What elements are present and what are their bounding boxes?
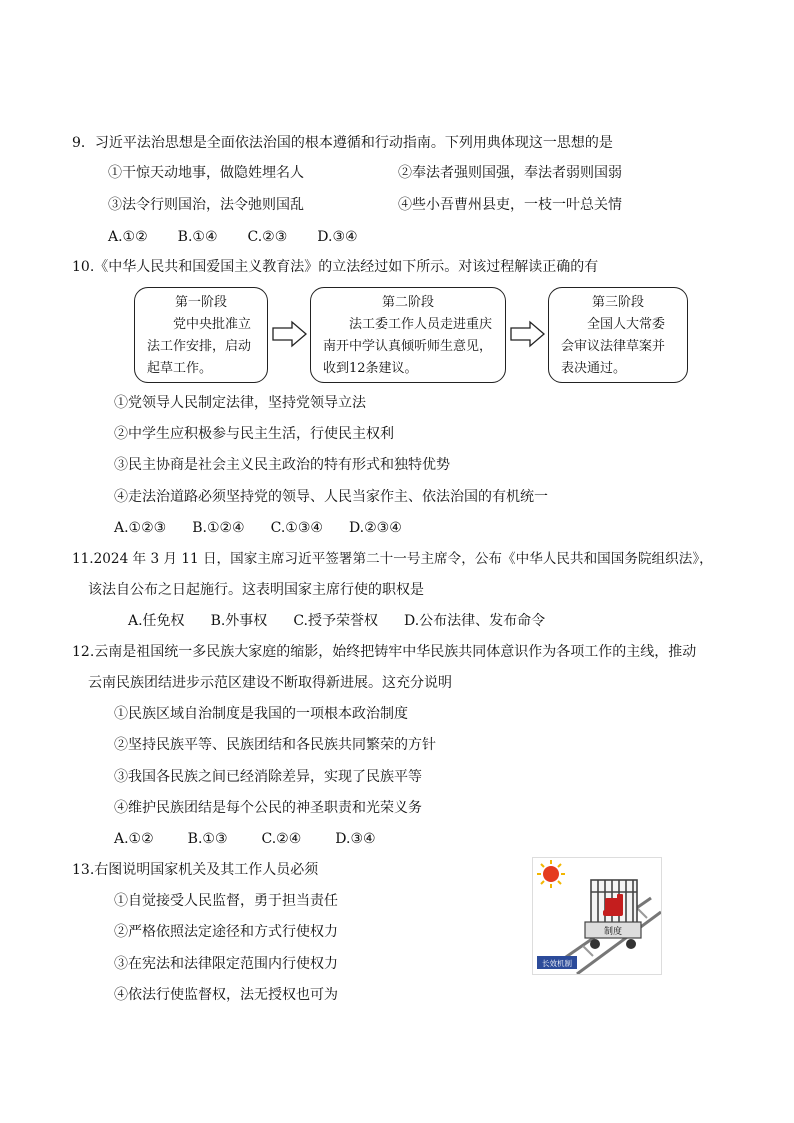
flow-stage-2	[310, 287, 506, 383]
q13-item-1: ①自觉接受人民监督，勇于担当责任	[114, 893, 338, 909]
q11-option-b[interactable]: B.外事权	[210, 613, 268, 629]
q12-item-4: ④维护民族团结是每个公民的神圣职责和光荣义务	[114, 800, 422, 816]
flow-arrow-2	[510, 320, 546, 348]
q10-option-c[interactable]: C.①③④	[270, 520, 323, 536]
flow-stage-3-body: 全国人大常委会审议法律草案并表决通过。	[561, 317, 666, 376]
flow-arrow-1	[272, 320, 308, 348]
q11-option-a[interactable]: A.任免权	[128, 613, 185, 629]
q10-item-2: ②中学生应积极参与民主生活，行使民主权利	[114, 426, 394, 442]
q9-item-2: ②奉法者强则国强，奉法者弱则国弱	[398, 165, 622, 181]
flow-stage-2-title: 第二阶段	[381, 295, 434, 310]
q12-stem-line-2: 云南民族团结进步示范区建设不断取得新进展。这充分说明	[88, 675, 452, 691]
q12-option-a[interactable]: A.①②	[114, 831, 154, 847]
q9-option-a[interactable]: A.①②	[108, 229, 148, 245]
q10-option-b[interactable]: B.①②④	[192, 520, 245, 536]
q10-item-4: ④走法治道路必须坚持党的领导、人民当家作主、依法治国的有机统一	[114, 489, 548, 505]
q10-option-d[interactable]: D.②③④	[348, 520, 402, 536]
q9-option-d[interactable]: D.③④	[317, 229, 358, 245]
q9-option-b[interactable]: B.①④	[177, 229, 218, 245]
q12-option-c[interactable]: C.②④	[261, 831, 302, 847]
q11-stem-line-2: 该法自公布之日起施行。这表明国家主席行使的职权是	[88, 582, 424, 598]
q10-option-a[interactable]: A.①②③	[114, 520, 167, 536]
cage-label: 制度	[603, 927, 623, 937]
flow-stage-1-title: 第一阶段	[174, 295, 227, 310]
q13-illustration	[532, 857, 662, 975]
sun-icon	[537, 860, 565, 888]
track-label: 长效机制	[542, 959, 572, 968]
q10-item-1: ①党领导人民制定法律，坚持党领导立法	[114, 395, 366, 411]
q9-options	[108, 227, 388, 247]
track-sign	[537, 956, 577, 969]
q13-item-3: ③在宪法和法律限定范围内行使权力	[114, 956, 338, 972]
q10-item-3: ③民主协商是社会主义民主政治的特有形式和独特优势	[114, 457, 450, 473]
flow-stage-1-body: 党中央批准立法工作安排，启动起草工作。	[147, 317, 252, 376]
q12-options	[114, 829, 402, 849]
q9-item-3: ③法令行则国治，法令弛则国乱	[108, 197, 304, 213]
q9-item-1: ①干惊天动地事，做隐姓埋名人	[108, 165, 304, 181]
q12-option-b[interactable]: B.①③	[187, 831, 228, 847]
q12-item-2: ②坚持民族平等、民族团结和各民族共同繁荣的方针	[114, 737, 436, 753]
q13-item-4: ④依法行使监督权，法无授权也可为	[114, 987, 338, 1003]
q12-item-3: ③我国各民族之间已经消除差异，实现了民族平等	[114, 769, 422, 785]
flow-stage-3-title: 第三阶段	[591, 295, 644, 310]
q13-item-2: ②严格依照法定途径和方式行使权力	[114, 924, 338, 940]
q9-option-c[interactable]: C.②③	[247, 229, 288, 245]
q11-options	[128, 611, 575, 631]
flow-stage-2-body: 法工委工作人员走进重庆南开中学认真倾听师生意见，收到12条建议。	[323, 317, 493, 376]
q11-option-d[interactable]: D.公布法律、发布命令	[403, 613, 546, 629]
q9-item-4: ④些小吾曹州县吏，一枝一叶总关情	[398, 197, 622, 213]
q12-option-d[interactable]: D.③④	[335, 831, 376, 847]
flow-stage-1	[134, 287, 268, 383]
q10-stem: 10.《中华人民共和国爱国主义教育法》的立法经过如下所示。对该过程解读正确的有	[72, 259, 599, 275]
q13-stem: 13.右图说明国家机关及其工作人员必须	[72, 862, 319, 878]
q12-item-1: ①民族区域自治制度是我国的一项根本政治制度	[114, 706, 408, 722]
q11-stem-line-1: 11.2024 年 3 月 11 日，国家主席习近平签署第二十一号主席令，公布《中华人民共和国国务院组织法》，	[72, 551, 713, 567]
q10-options	[114, 518, 428, 538]
q11-option-c[interactable]: C.授予荣誉权	[293, 613, 378, 629]
q12-stem-line-1: 12.云南是祖国统一多民族大家庭的缩影，始终把铸牢中华民族共同体意识作为各项工作的主线，推动	[72, 644, 697, 660]
cage-on-track-illustration	[533, 858, 661, 974]
q9-stem: 9．习近平法治思想是全面依法治国的根本遵循和行动指南。下列用典体现这一思想的是	[72, 135, 613, 151]
flow-stage-3	[548, 287, 688, 383]
